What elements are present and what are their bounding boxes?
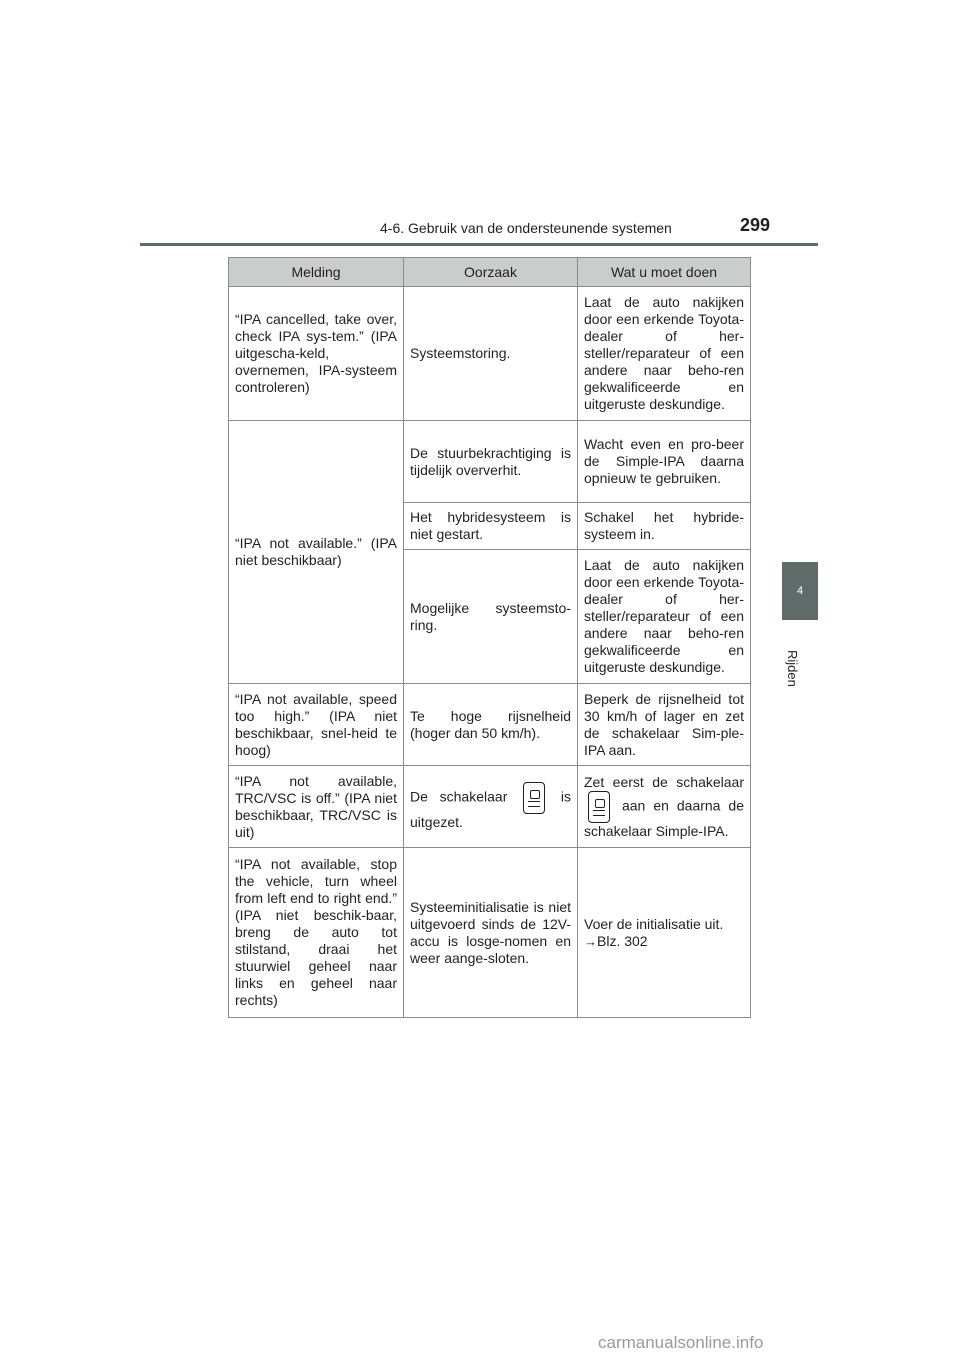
cause-cell: Te hoge rijsnelheid (hoger dan 50 km/h). xyxy=(404,684,578,766)
action-text-before: Zet eerst de schakelaar xyxy=(584,773,744,790)
table-row xyxy=(229,766,751,848)
table-header-row xyxy=(229,258,751,287)
message-cell: “IPA not available.” (IPA niet beschikbaar) xyxy=(229,421,404,684)
message-cell: “IPA not available, stop the vehicle, turn wheel from left end to right end.” (IPA niet beschik-baar, breng de auto tot stilstand, draai het stuurwiel geheel naar links en geheel naar rechts) xyxy=(229,848,404,1018)
table-row xyxy=(229,848,751,1018)
page-reference-link[interactable]: Blz. 302 xyxy=(597,932,648,949)
table-row xyxy=(229,421,751,503)
cause-cell: Systeeminitialisatie is niet uitgevoerd sinds de 12V-accu is losge-nomen en weer aange-sloten. xyxy=(404,848,578,1018)
action-text-after: aan en daarna de schakelaar Simple-IPA. xyxy=(584,797,745,839)
vsc-off-switch-icon xyxy=(523,782,545,814)
chapter-number: 4 xyxy=(796,585,804,597)
message-cell: “IPA not available, TRC/VSC is off.” (IPA niet beschikbaar, TRC/VSC is uit) xyxy=(229,766,404,848)
header-rule xyxy=(140,243,818,246)
action-cell: Beperk de rijsnelheid tot 30 km/h of lager en zet de schakelaar Sim-ple-IPA aan. xyxy=(578,684,751,766)
cause-cell: Systeemstoring. xyxy=(404,287,578,421)
cause-cell: Het hybridesysteem is niet gestart. xyxy=(404,503,578,550)
arrow-icon: → xyxy=(584,933,597,949)
message-cell: “IPA not available, speed too high.” (IPA niet beschikbaar, snel-heid te hoog) xyxy=(229,684,404,766)
message-cell: “IPA cancelled, take over, check IPA sys-tem.” (IPA uitgescha-keld, overnemen, IPA-systeem controleren) xyxy=(229,287,404,421)
action-cell xyxy=(578,848,751,1018)
chapter-label: Rijden xyxy=(785,650,800,687)
action-cell: Schakel het hybride-systeem in. xyxy=(578,503,751,550)
cause-text-before: De schakelaar xyxy=(410,788,508,805)
action-cell: Laat de auto nakijken door een erkende Toyota-dealer of her-steller/reparateur of een andere naar beho-ren gekwalificeerde en uitgeruste deskundige. xyxy=(578,550,751,684)
column-header-message: Melding xyxy=(229,258,404,287)
chapter-tab xyxy=(782,562,818,620)
action-cell: Laat de auto nakijken door een erkende Toyota-dealer of her-steller/reparateur of een andere naar beho-ren gekwalificeerde en uitgeruste deskundige. xyxy=(578,287,751,421)
page-number: 299 xyxy=(740,215,771,235)
section-title: 4-6. Gebruik van de ondersteunende systemen xyxy=(380,220,672,236)
table-row xyxy=(229,684,751,766)
watermark: carmanualsonline.info xyxy=(598,1333,764,1352)
vsc-off-switch-icon xyxy=(588,791,610,823)
column-header-cause: Oorzaak xyxy=(404,258,578,287)
action-text: Voer de initialisatie uit. xyxy=(584,915,724,932)
message-table xyxy=(228,257,751,1018)
column-header-action: Wat u moet doen xyxy=(578,258,751,287)
table-row xyxy=(229,287,751,421)
cause-cell xyxy=(404,766,578,848)
action-cell: Wacht even en pro-beer de Simple-IPA daarna opnieuw te gebruiken. xyxy=(578,421,751,503)
action-cell xyxy=(578,766,751,848)
cause-cell: Mogelijke systeemsto-ring. xyxy=(404,550,578,684)
cause-cell: De stuurbekrachtiging is tijdelijk oververhit. xyxy=(404,421,578,503)
cause-text-after: is uitgezet. xyxy=(410,788,572,830)
